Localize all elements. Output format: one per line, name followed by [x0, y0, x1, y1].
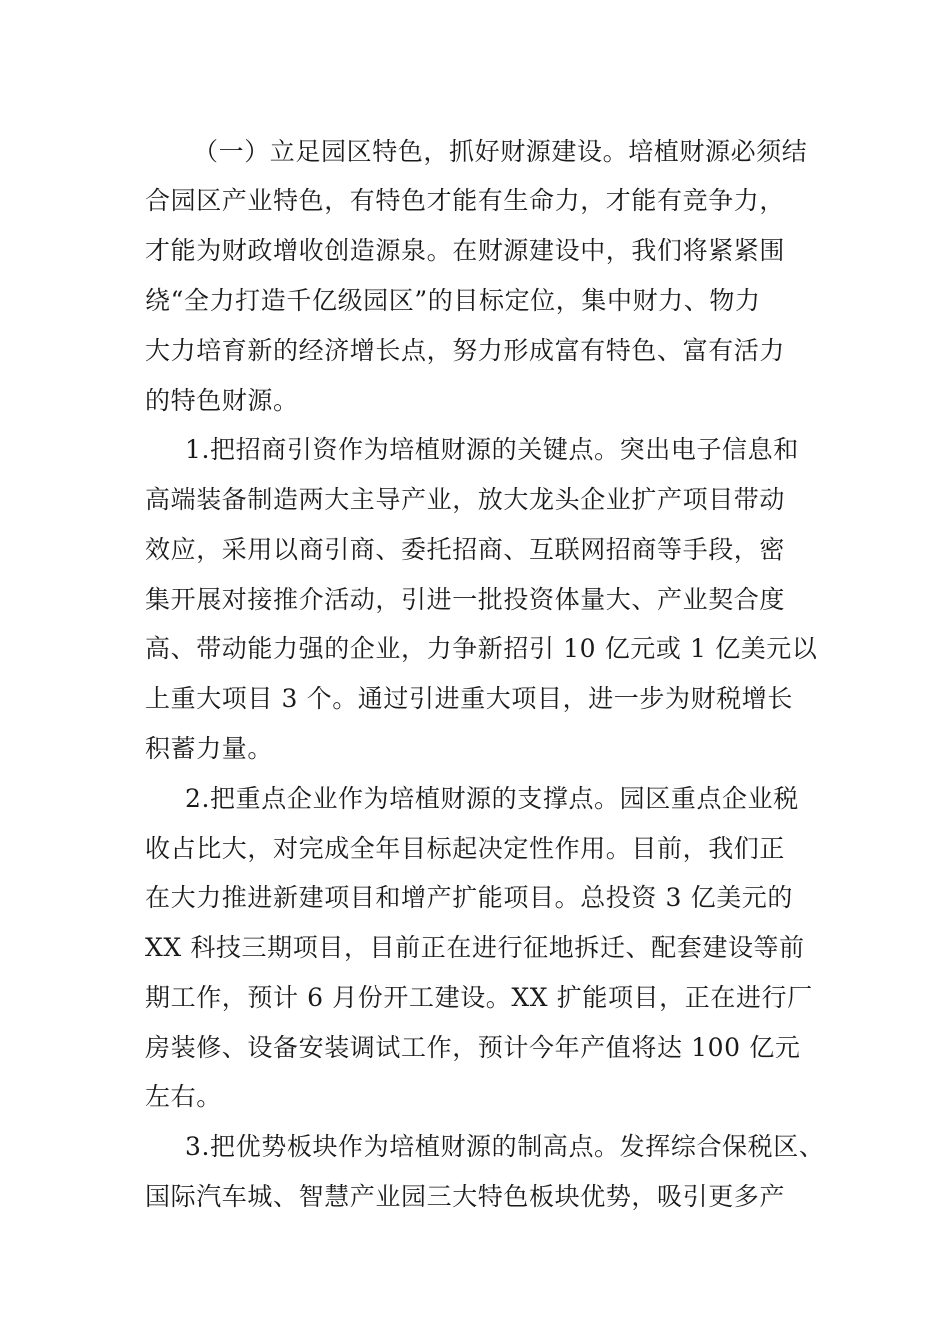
paragraph-2-line-5: 高、带动能力强的企业，力争新招引 10 亿元或 1 亿美元以 [145, 634, 818, 663]
paragraph-3-line-7: 左右。 [145, 1082, 222, 1111]
paragraph-1-line-5: 大力培育新的经济增长点，努力形成富有特色、富有活力 [145, 336, 786, 365]
paragraph-3-line-2: 收占比大，对完成全年目标起决定性作用。目前，我们正 [145, 834, 786, 863]
paragraph-2-line-1: 1.把招商引资作为培植财源的关键点。突出电子信息和 [185, 435, 799, 464]
paragraph-3-line-5: 期工作，预计 6 月份开工建设。XX 扩能项目，正在进行厂 [145, 983, 813, 1012]
paragraph-3-line-1: 2.把重点企业作为培植财源的支撑点。园区重点企业税 [185, 784, 799, 813]
paragraph-3-line-3: 在大力推进新建项目和增产扩能项目。总投资 3 亿美元的 [145, 883, 794, 912]
paragraph-4-line-1: 3.把优势板块作为培植财源的制高点。发挥综合保税区、 [185, 1132, 825, 1161]
paragraph-2-line-3: 效应，采用以商引商、委托招商、互联网招商等手段，密 [145, 535, 786, 564]
paragraph-3-line-6: 房装修、设备安装调试工作，预计今年产值将达 100 亿元 [145, 1033, 801, 1062]
paragraph-1-line-4: 绕“全力打造千亿级园区”的目标定位，集中财力、物力 [145, 286, 761, 315]
paragraph-4-line-2: 国际汽车城、智慧产业园三大特色板块优势，吸引更多产 [145, 1182, 786, 1211]
paragraph-3-line-4: XX 科技三期项目，目前正在进行征地拆迁、配套建设等前 [145, 933, 805, 962]
paragraph-1-line-6: 的特色财源。 [145, 386, 299, 415]
paragraph-2-line-4: 集开展对接推介活动，引进一批投资体量大、产业契合度 [145, 585, 786, 614]
paragraph-1-line-2: 合园区产业特色，有特色才能有生命力，才能有竞争力， [145, 186, 786, 215]
paragraph-1-line-3: 才能为财政增收创造源泉。在财源建设中，我们将紧紧围 [145, 236, 786, 265]
paragraph-2-line-7: 积蓄力量。 [145, 734, 274, 763]
paragraph-2-line-2: 高端装备制造两大主导产业，放大龙头企业扩产项目带动 [145, 485, 786, 514]
paragraph-1-line-1: （一）立足园区特色，抓好财源建设。培植财源必须结 [193, 137, 808, 166]
paragraph-2-line-6: 上重大项目 3 个。通过引进重大项目，进一步为财税增长 [145, 684, 794, 713]
